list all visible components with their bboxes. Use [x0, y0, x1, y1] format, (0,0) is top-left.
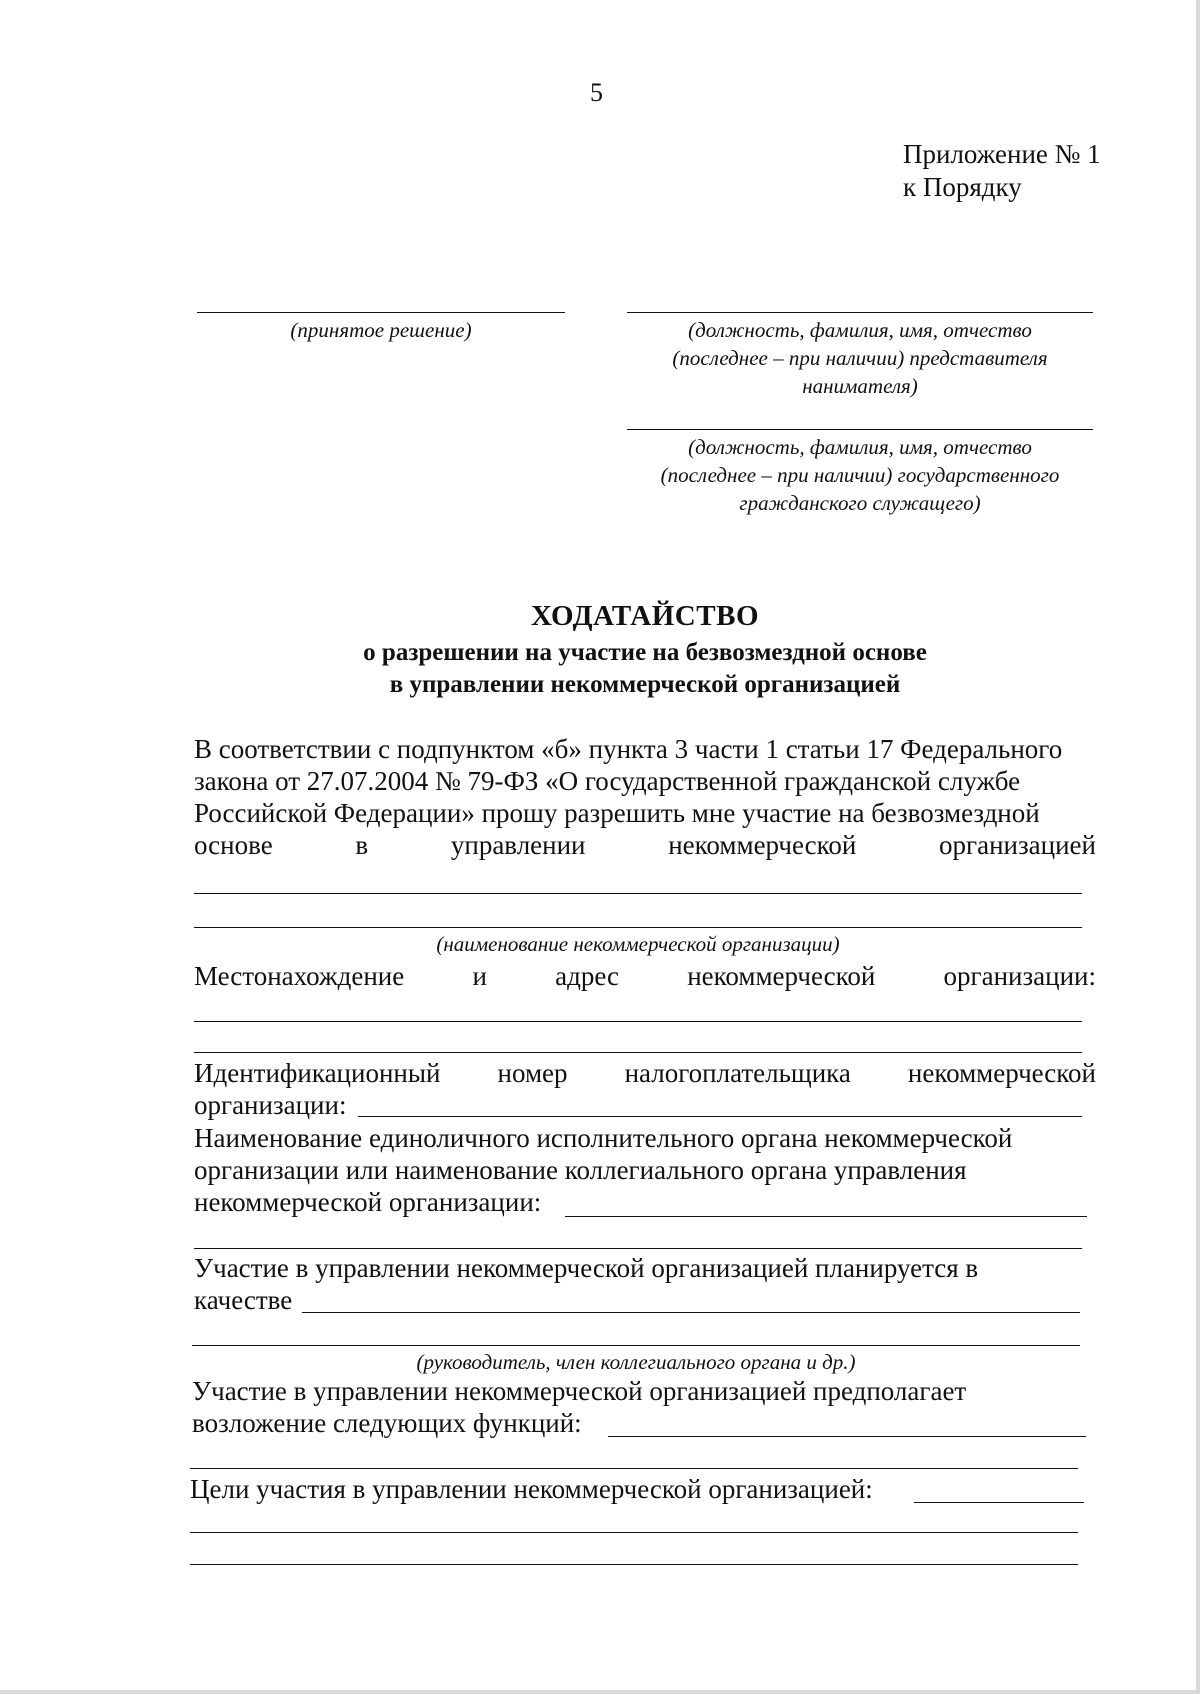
intro-line-3-text: Российской Федерации» прошу разрешить мне участие на безвозмездной	[194, 798, 1040, 828]
executive-line-2-text: организации или наименование коллегиального органа управления	[194, 1155, 967, 1185]
executive-field-1[interactable]	[565, 1216, 1087, 1217]
location-label	[194, 960, 1096, 992]
executive-line-3	[194, 1186, 1096, 1218]
servant-caption	[617, 433, 1103, 517]
decision-caption: (принятое решение)	[290, 318, 472, 342]
intro-paragraph	[194, 733, 1096, 861]
location-word-5: организации:	[943, 961, 1096, 991]
intro-line-1-text: В соответствии с подпунктом «б» пункта 3 части 1 статьи 17 Федерального	[194, 734, 1063, 764]
functions-field-2[interactable]	[190, 1468, 1078, 1469]
location-word-2: и	[472, 961, 487, 991]
representative-caption-line-2: (последнее – при наличии) представителя	[672, 346, 1048, 370]
document-subtitle-line-1: о разрешении на участие на безвозмездной основе	[363, 639, 927, 666]
scan-edge-bottom	[0, 1690, 1200, 1694]
intro-word-4: некоммерческой	[668, 830, 857, 860]
org-name-field-1[interactable]	[194, 893, 1082, 894]
goals-field-3[interactable]	[190, 1564, 1078, 1565]
inn-label-text: организации:	[194, 1090, 347, 1120]
goals-field-2[interactable]	[190, 1532, 1078, 1533]
executive-field-2[interactable]	[194, 1248, 1082, 1249]
executive-line-2	[194, 1154, 1096, 1186]
functions-paragraph	[192, 1375, 1096, 1439]
functions-line-1-text: Участие в управлении некоммерческой организацией предполагает	[192, 1376, 967, 1406]
appendix-reference	[903, 138, 1101, 204]
executive-line-3-text: некоммерческой организации:	[194, 1187, 542, 1217]
inn-word-1: Идентификационный	[194, 1058, 441, 1088]
intro-line-1	[194, 733, 1096, 765]
goals-paragraph	[190, 1473, 1094, 1505]
goals-field-1[interactable]	[914, 1502, 1084, 1503]
inn-field[interactable]	[358, 1116, 1082, 1117]
intro-line-4	[194, 829, 1096, 861]
representative-field[interactable]	[627, 312, 1093, 313]
intro-word-1: основе	[194, 830, 273, 860]
inn-word-4: некоммерческой	[907, 1058, 1096, 1088]
role-line-1	[194, 1252, 1096, 1284]
intro-word-5: организацией	[939, 830, 1096, 860]
document-title: ХОДАТАЙСТВО	[530, 600, 759, 632]
representative-caption-line-3: нанимателя)	[802, 374, 918, 398]
appendix-line-1: Приложение № 1	[903, 139, 1101, 169]
servant-field[interactable]	[627, 429, 1093, 430]
executive-paragraph	[194, 1122, 1096, 1218]
role-caption: (руководитель, член коллегиального органа и др.)	[416, 1350, 856, 1374]
org-name-field-2[interactable]	[194, 927, 1082, 928]
functions-line-2	[192, 1407, 1096, 1439]
scan-edge-right	[1196, 0, 1200, 1694]
functions-field-1[interactable]	[608, 1436, 1086, 1437]
representative-caption-line-1: (должность, фамилия, имя, отчество	[688, 318, 1032, 342]
inn-word-2: номер	[497, 1058, 568, 1088]
executive-line-1	[194, 1122, 1096, 1154]
role-paragraph	[194, 1252, 1096, 1316]
role-field-1[interactable]	[302, 1312, 1080, 1313]
page-number: 5	[590, 78, 603, 107]
role-line-1-text: Участие в управлении некоммерческой организацией планируется в	[194, 1253, 979, 1283]
representative-caption	[617, 316, 1103, 400]
servant-caption-line-3: гражданского служащего)	[739, 491, 981, 515]
appendix-line-2: к Порядку	[903, 172, 1022, 202]
intro-line-3	[194, 797, 1096, 829]
servant-caption-line-2: (последнее – при наличии) государственного	[660, 463, 1060, 487]
intro-word-3: управлении	[450, 830, 586, 860]
location-word-3: адрес	[555, 961, 619, 991]
executive-line-1-text: Наименование единоличного исполнительного органа некоммерческой	[194, 1123, 1013, 1153]
org-name-caption: (наименование некоммерческой организации)	[436, 932, 840, 956]
location-field-2[interactable]	[194, 1052, 1082, 1053]
location-word-1: Местонахождение	[194, 961, 405, 991]
goals-line-1-text: Цели участия в управлении некоммерческой организацией:	[190, 1474, 873, 1504]
inn-word-3: налогоплательщика	[624, 1058, 851, 1088]
role-field-2[interactable]	[192, 1345, 1080, 1346]
functions-line-2-text: возложение следующих функций:	[192, 1408, 582, 1438]
inn-label-line-1	[194, 1057, 1096, 1089]
document-subtitle-line-2: в управлении некоммерческой организацией	[389, 671, 901, 698]
servant-caption-line-1: (должность, фамилия, имя, отчество	[688, 435, 1032, 459]
intro-word-2: в	[355, 830, 369, 860]
location-field-1[interactable]	[194, 1021, 1082, 1022]
functions-line-1	[192, 1375, 1096, 1407]
location-word-4: некоммерческой	[687, 961, 876, 991]
intro-line-2	[194, 765, 1096, 797]
role-line-2-text: качестве	[194, 1285, 293, 1315]
intro-line-2-text: закона от 27.07.2004 № 79-ФЗ «О государственной гражданской службе	[194, 766, 1021, 796]
decision-field[interactable]	[197, 312, 565, 313]
